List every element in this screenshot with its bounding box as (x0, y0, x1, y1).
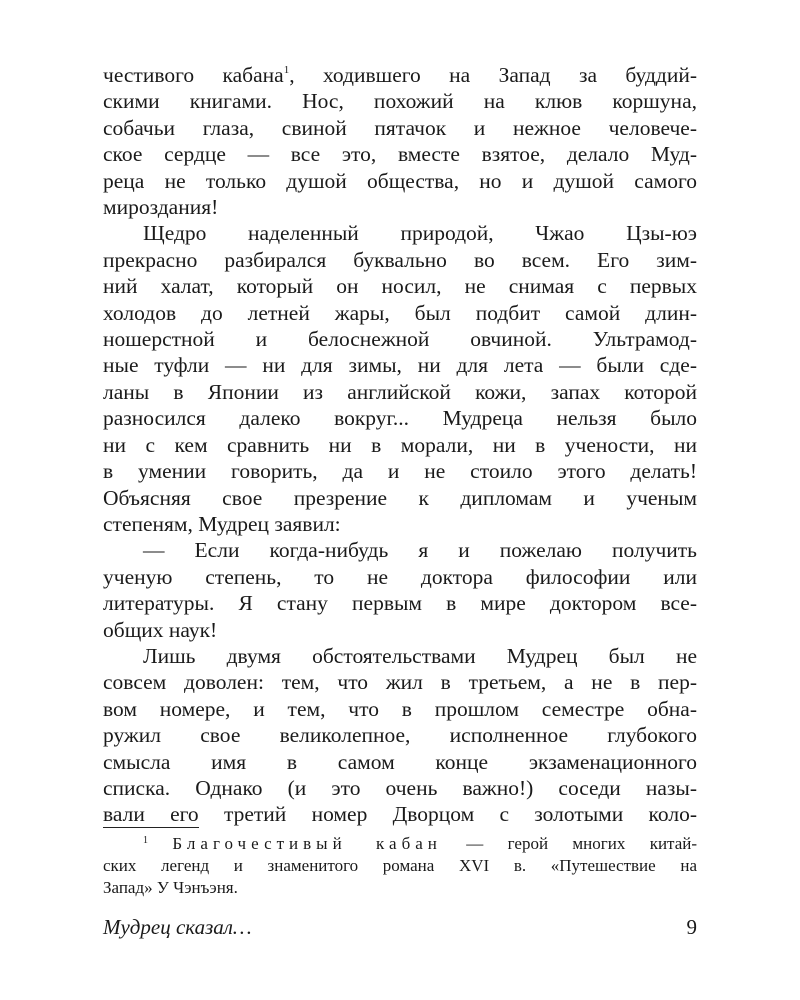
text-line: вали его третий номер Дворцом с золотыми коло- (103, 802, 697, 827)
footnote-text: — герой многих китай- (441, 834, 698, 853)
text-line: прекрасно разбирался буквально во всем. Его зим- (103, 247, 697, 272)
text-line: собачьи глаза, свиной пятачок и нежное человече- (103, 115, 697, 140)
text-line: общих наук! (103, 617, 218, 642)
paragraph-1 (103, 62, 697, 220)
text-line: реца не только душой общества, но и душой самого (103, 168, 697, 193)
text-line: Лишь двумя обстоятельствами Мудрец был не (143, 643, 697, 668)
text-line: литературы. Я стану первым в мире доктором все- (103, 591, 697, 616)
footnote (103, 833, 697, 899)
text-line: ружил свое великолепное, исполненное глубокого (103, 723, 697, 748)
running-title: Мудрец сказал… (103, 915, 252, 939)
text-line (103, 62, 697, 88)
footnote-line (103, 833, 697, 855)
footnote-term: Благочестивый кабан (172, 834, 442, 853)
text-line: — Если когда-нибудь я и пожелаю получить (143, 538, 697, 563)
text-line: ученую степень, то не доктора философии или (103, 564, 697, 589)
page-body (103, 62, 697, 828)
paragraph-4 (103, 643, 697, 828)
text-line: ское сердце — все это, вместе взятое, делало Муд- (103, 142, 697, 167)
footnote-divider (103, 827, 199, 828)
paragraph-2 (103, 220, 697, 537)
footnote-marker: 1 (143, 835, 148, 846)
text-line: холодов до летней жары, был подбит самой длин- (103, 300, 697, 325)
footnote-reference[interactable]: 1 (283, 64, 290, 76)
text-line: ланы в Японии из английской кожи, запах которой (103, 379, 697, 404)
page-number: 9 (686, 915, 697, 939)
text-line: совсем доволен: тем, что жил в третьем, а не в пер- (103, 670, 697, 695)
page-footer (103, 915, 697, 945)
text-line: вом номере, и тем, что в прошлом семестре обна- (103, 696, 697, 721)
text-line: степеням, Мудрец заявил: (103, 511, 341, 536)
text-line: Объясняя свое презрение к дипломам и ученым (103, 485, 697, 510)
text-line: смысла имя в самом конце экзаменационного (103, 749, 697, 774)
text-line: ний халат, который он носил, не снимая с первых (103, 274, 697, 299)
text-line: в умении говорить, да и не стоило этого делать! (103, 459, 697, 484)
text-line: разносился далеко вокруг... Мудреца нельзя было (103, 406, 697, 431)
text-line: мироздания! (103, 195, 219, 220)
text-line: ношерстной и белоснежной овчиной. Ультрамод- (103, 327, 697, 352)
text-line: Щедро наделенный природой, Чжао Цзы-юэ (143, 221, 697, 246)
text-fragment: честивого кабана (103, 63, 284, 87)
text-line: ни с кем сравнить ни в морали, ни в учености, ни (103, 432, 697, 457)
text-line: ные туфли — ни для зимы, ни для лета — были сде- (103, 353, 697, 378)
footnote-line: ских легенд и знаменитого романа XVI в. «Путешествие на (103, 856, 697, 875)
text-line: списка. Однако (и это очень важно!) соседи назы- (103, 775, 697, 800)
paragraph-3-quote (103, 537, 697, 643)
footnote-line: Запад» У Чэнъэня. (103, 878, 238, 897)
text-fragment: , ходившего на Запад за буддий- (289, 63, 697, 87)
text-line: скими книгами. Нос, похожий на клюв коршуна, (103, 89, 697, 114)
